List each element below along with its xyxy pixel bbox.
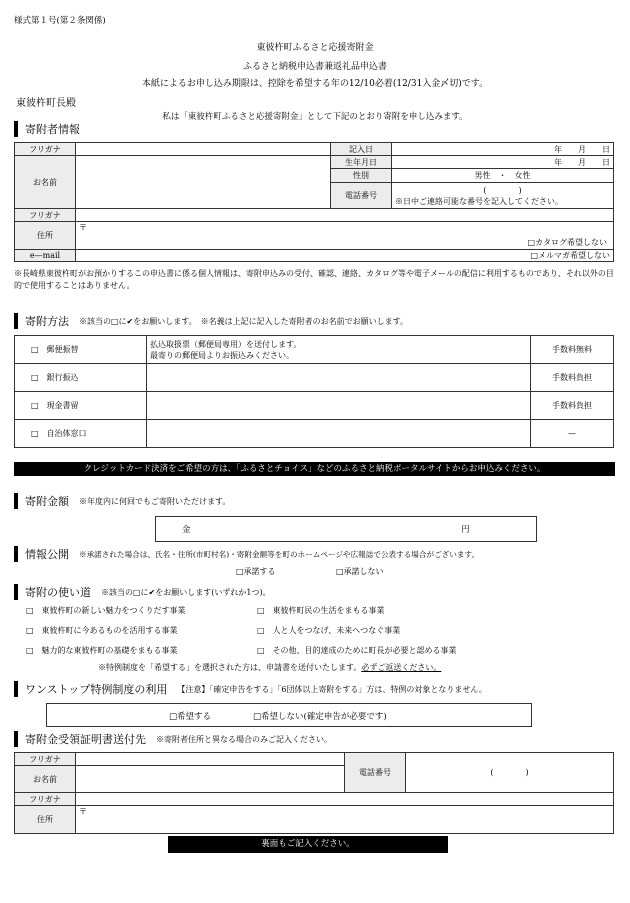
entry-date-input[interactable]: 年 月 日 xyxy=(392,143,614,156)
credit-card-banner: クレジットカード決済をご希望の方は、「ふるさとチョイス」などのふるさと納税ポータルサイトからお申込みください。 xyxy=(14,462,615,476)
payment-method-postal[interactable]: □ 郵便振替 xyxy=(15,336,147,364)
disclosure-agree[interactable]: □承諾する xyxy=(236,567,276,576)
phone-note: ※日中ご連絡可能な番号を記入してください。 xyxy=(395,196,563,206)
phone-paren: ( ) xyxy=(483,185,522,195)
email-label: e—mail xyxy=(15,250,76,262)
deadline-text: 本紙によるお申し込み期限は、控除を希望する年の12/10必着(12/31入金〆切)です。 xyxy=(141,79,489,89)
usage-option-4[interactable]: □ 人と人をつなげ、未来へつなぐ事業 xyxy=(257,626,401,635)
section-bar xyxy=(14,584,18,600)
onestop-nowish[interactable]: □希望しない(確定申告が必要です) xyxy=(253,712,387,722)
usage-option-3[interactable]: □ 東彼杵町に今あるものを活用する事業 xyxy=(26,626,178,635)
address-input[interactable] xyxy=(76,222,614,250)
onestop-box xyxy=(46,703,532,727)
usage-option-1[interactable]: □ 東彼杵町の新しい魅力をつくりだす事業 xyxy=(26,606,186,615)
name-input[interactable] xyxy=(76,156,331,209)
receipt-postal-mark: 〒 xyxy=(79,807,87,816)
payment-note: ※該当の□に✔をお願いします。 ※名義は上記に記入した寄附者のお名前でお願いします。 xyxy=(79,316,408,326)
gender-options[interactable]: 男性 ・ 女性 xyxy=(392,169,614,183)
form-title-2: ふるさと納税申込書兼返礼品申込書 xyxy=(242,62,387,72)
payment-method-cash[interactable]: □ 現金書留 xyxy=(15,392,147,420)
birth-date-label: 生年月日 xyxy=(331,156,392,169)
payment-heading: 寄附方法 xyxy=(25,315,69,328)
amount-input[interactable] xyxy=(155,516,537,542)
receipt-section-header xyxy=(14,731,332,747)
form-title-1: 東彼杵町ふるさと応援寄附金 xyxy=(256,43,374,53)
address-label: 住所 xyxy=(15,222,76,250)
payment-table xyxy=(14,335,614,448)
section-bar xyxy=(14,313,18,329)
receipt-furigana2-label: フリガナ xyxy=(15,793,76,806)
form-number: 様式第１号(第２条関係) xyxy=(14,16,106,26)
usage-heading: 寄附の使い道 xyxy=(25,586,91,599)
email-input[interactable] xyxy=(76,250,614,262)
amount-yen: 円 xyxy=(461,525,470,535)
usage-section-header xyxy=(14,584,271,600)
payment-method-counter[interactable]: □ 自治体窓口 xyxy=(15,420,147,448)
furigana2-input[interactable] xyxy=(76,209,614,222)
section-bar xyxy=(14,121,18,137)
receipt-name-label: お名前 xyxy=(15,766,76,793)
payment-fee-counter: — xyxy=(531,420,614,448)
addressee: 東彼杵町長殿 xyxy=(16,98,76,109)
special-note-text: ※特例制度を「希望する」を選択された方は、申請書を送付いたします。 xyxy=(98,663,362,672)
receipt-heading: 寄附金受領証明書送付先 xyxy=(25,733,146,746)
postal-mark: 〒 xyxy=(79,223,87,232)
receipt-phone-input[interactable]: ( ) xyxy=(406,753,614,793)
onestop-note: 【注意】「確定申告をする」「6団体以上寄附をする」方は、特例の対象となりません。 xyxy=(177,684,487,694)
name-label: お名前 xyxy=(15,156,76,209)
payment-desc-postal: 払込取扱票（郵便局専用）を送付します。 最寄りの郵便局よりお振込みください。 xyxy=(147,336,531,364)
receipt-furigana-label: フリガナ xyxy=(15,753,76,766)
catalog-checkbox[interactable]: □カタログ希望しない xyxy=(527,238,607,247)
payment-section-header xyxy=(14,313,408,329)
payment-desc-counter xyxy=(147,420,531,448)
furigana-label: フリガナ xyxy=(15,143,76,156)
amount-kin: 金 xyxy=(182,525,191,535)
amount-note: ※年度内に何回でもご寄附いただけます。 xyxy=(79,496,231,506)
receipt-note: ※寄附者住所と異なる場合のみご記入ください。 xyxy=(156,734,332,744)
usage-option-5[interactable]: □ 魅力的な東彼杵町の基礎をまもる事業 xyxy=(26,646,178,655)
payment-desc-bank xyxy=(147,364,531,392)
receipt-phone-label: 電話番号 xyxy=(345,753,406,793)
section-bar xyxy=(14,681,18,697)
section-bar xyxy=(14,546,18,562)
receipt-furigana-input[interactable] xyxy=(76,753,345,766)
receipt-name-input[interactable] xyxy=(76,766,345,793)
receipt-furigana2-input[interactable] xyxy=(76,793,614,806)
payment-fee-bank: 手数料負担 xyxy=(531,364,614,392)
phone-label: 電話番号 xyxy=(331,183,392,209)
furigana-input[interactable] xyxy=(76,143,331,156)
disclosure-section-header xyxy=(14,546,479,562)
mailmag-checkbox[interactable]: □メルマガ希望しない xyxy=(530,251,610,260)
special-note xyxy=(98,662,441,673)
disclosure-note: ※承諾された場合は、氏名・住所(市町村名)・寄附金額等を町のホームページや広報誌で公表する場合がございます。 xyxy=(79,549,480,559)
section-bar xyxy=(14,493,18,509)
usage-option-6[interactable]: □ その他、目的達成のために町長が必要と認める事業 xyxy=(257,646,457,655)
furigana2-label: フリガナ xyxy=(15,209,76,222)
intro-text: 私は「東彼杵町ふるさと応援寄附金」として下記のとおり寄附を申し込みます。 xyxy=(162,112,468,122)
payment-fee-cash: 手数料負担 xyxy=(531,392,614,420)
onestop-section-header xyxy=(14,681,487,697)
usage-option-2[interactable]: □ 東彼杵町民の生活をまもる事業 xyxy=(257,606,385,615)
special-note-return: 必ずご返送ください。 xyxy=(361,663,442,672)
payment-method-bank[interactable]: □ 銀行振込 xyxy=(15,364,147,392)
donor-section-header xyxy=(14,121,80,137)
payment-desc-cash xyxy=(147,392,531,420)
receipt-address-input[interactable] xyxy=(76,806,614,834)
disclosure-disagree[interactable]: □承諾しない xyxy=(336,567,384,576)
gender-label: 性別 xyxy=(331,169,392,183)
back-side-banner: 裏面もご記入ください。 xyxy=(168,836,448,853)
donor-table xyxy=(14,142,614,262)
phone-input[interactable] xyxy=(392,183,614,209)
receipt-address-label: 住所 xyxy=(15,806,76,834)
donor-heading: 寄附者情報 xyxy=(25,123,80,136)
onestop-wish[interactable]: □希望する xyxy=(169,712,212,722)
birth-date-input[interactable]: 年 月 日 xyxy=(392,156,614,169)
receipt-table xyxy=(14,752,614,834)
usage-note: ※該当の□に✔をお願いします(いずれか1つ)。 xyxy=(101,587,271,597)
amount-heading: 寄附金額 xyxy=(25,495,69,508)
section-bar xyxy=(14,731,18,747)
entry-date-label: 記入日 xyxy=(331,143,392,156)
payment-fee-postal: 手数料無料 xyxy=(531,336,614,364)
amount-section-header xyxy=(14,493,230,509)
privacy-note: ※長崎県東彼杵町がお預かりするこの申込書に係る個人情報は、寄附申込みの受付、確認、連絡、カタログ等や電子メールの配信に利用するものであり、それ以外の目的で使用することはありません。 xyxy=(14,269,614,290)
disclosure-heading: 情報公開 xyxy=(25,548,69,561)
onestop-heading: ワンストップ特例制度の利用 xyxy=(25,683,168,696)
